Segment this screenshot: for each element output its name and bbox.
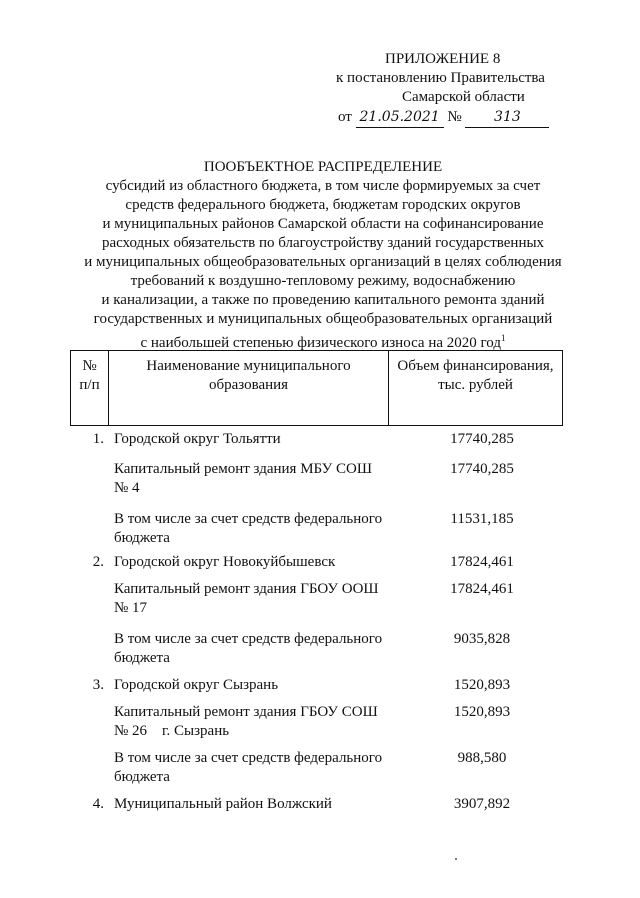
row-name	[110, 703, 402, 749]
header-number-line-1: №	[82, 358, 97, 374]
row-number	[70, 630, 110, 676]
heading-line: расходных обязательств по благоустройству зданий государственных	[101, 235, 545, 251]
row-name-line-1: В том числе за счет средств федерального	[114, 631, 383, 647]
heading-line: и муниципальных районов Самарской области на софинансирование	[102, 216, 544, 232]
row-name-line-2: бюджета	[114, 650, 170, 666]
row-name-line-1: Капитальный ремонт здания МБУ СОШ	[114, 461, 372, 477]
header-amount	[389, 351, 563, 426]
row-name	[110, 553, 402, 580]
row-number	[70, 580, 110, 630]
row-name-line-2: № 26 г. Сызрань	[114, 723, 230, 739]
row-name	[110, 749, 402, 795]
row-name-line-2: бюджета	[114, 530, 170, 546]
table-row	[70, 460, 562, 510]
heading-line: требований к воздушно-тепловому режиму, водоснабжению	[130, 273, 516, 289]
row-name-line-2: № 4	[114, 480, 140, 496]
heading-line: и муниципальных общеобразовательных организаций в целях соблюдения	[84, 254, 562, 270]
row-number: 1.	[92, 431, 104, 447]
row-number: 3.	[92, 677, 104, 693]
heading-line: средств федерального бюджета, бюджетам городских округов	[125, 197, 521, 213]
header-municipality	[109, 351, 389, 426]
row-name-line-2: бюджета	[114, 769, 170, 785]
row-name-line-1: В том числе за счет средств федерального	[114, 750, 383, 766]
appendix-header	[330, 50, 580, 128]
row-amount: 988,580	[457, 750, 507, 766]
table-row	[70, 510, 562, 553]
heading-line: субсидий из областного бюджета, в том числе формируемых за счет	[105, 178, 541, 194]
row-name	[110, 795, 402, 822]
row-name	[110, 580, 402, 630]
heading-line: и канализации, а также по проведению капитального ремонта зданий	[101, 292, 545, 308]
distribution-table-header	[70, 350, 563, 426]
footnote-mark: 1	[501, 333, 506, 343]
header-municipality-line-2: образования	[208, 377, 289, 393]
row-number	[70, 510, 110, 553]
row-number: 4.	[92, 796, 104, 812]
row-name-line-1: Городской округ Сызрань	[114, 677, 279, 693]
table-row	[70, 430, 562, 460]
row-amount: 17740,285	[450, 431, 514, 447]
heading-line-text: с наибольшей степенью физического износа на 2020 год	[140, 335, 501, 351]
table-row	[70, 676, 562, 703]
row-number: 2.	[92, 554, 104, 570]
row-name	[110, 510, 402, 553]
document-heading	[30, 158, 616, 353]
row-amount: 17740,285	[450, 461, 514, 477]
row-name-line-2: № 17	[114, 600, 148, 616]
from-label: от	[338, 109, 352, 125]
decree-date: 21.05.2021	[356, 108, 444, 128]
table-row	[70, 580, 562, 630]
row-name	[110, 630, 402, 676]
appendix-line-1: к постановлению Правительства	[336, 70, 545, 86]
row-name	[110, 460, 402, 510]
distribution-table-body	[70, 430, 562, 822]
row-name-line-1: В том числе за счет средств федерального	[114, 511, 383, 527]
row-number	[70, 703, 110, 749]
scan-speck	[455, 858, 457, 860]
decree-number: 313	[465, 108, 549, 128]
row-name-line-1: Капитальный ремонт здания ГБОУ СОШ	[114, 704, 378, 720]
row-amount: 1520,893	[453, 704, 511, 720]
heading-title: ПООБЪЕКТНОЕ РАСПРЕДЕЛЕНИЕ	[203, 159, 443, 175]
appendix-date-number	[330, 108, 580, 128]
table-row	[70, 749, 562, 795]
header-municipality-line-1: Наименование муниципального	[146, 358, 351, 374]
row-number	[70, 460, 110, 510]
row-name-line-1: Муниципальный район Волжский	[114, 796, 332, 812]
row-name-line-1: Городской округ Новокуйбышевск	[114, 554, 336, 570]
row-name	[110, 676, 402, 703]
appendix-title: ПРИЛОЖЕНИЕ 8	[385, 51, 501, 67]
appendix-line-2: Самарской области	[402, 89, 525, 105]
heading-line: государственных и муниципальных общеобразовательных организаций	[93, 311, 553, 327]
header-amount-line-1: Объем финансирования,	[397, 358, 554, 374]
row-amount: 11531,185	[450, 511, 514, 527]
row-amount: 9035,828	[453, 631, 511, 647]
table-row	[70, 703, 562, 749]
row-amount: 1520,893	[453, 677, 511, 693]
row-number	[70, 749, 110, 795]
table-row	[70, 795, 562, 822]
row-name-line-1: Капитальный ремонт здания ГБОУ ООШ	[114, 581, 379, 597]
number-label: №	[447, 109, 462, 125]
row-name	[110, 430, 402, 460]
row-name-line-1: Городской округ Тольятти	[114, 431, 281, 447]
table-row	[70, 630, 562, 676]
header-amount-line-2: тыс. рублей	[438, 377, 513, 393]
header-number	[71, 351, 109, 426]
row-amount: 17824,461	[450, 581, 514, 597]
row-amount: 17824,461	[450, 554, 514, 570]
table-row	[70, 553, 562, 580]
header-number-line-2: п/п	[79, 377, 100, 393]
row-amount: 3907,892	[453, 796, 511, 812]
